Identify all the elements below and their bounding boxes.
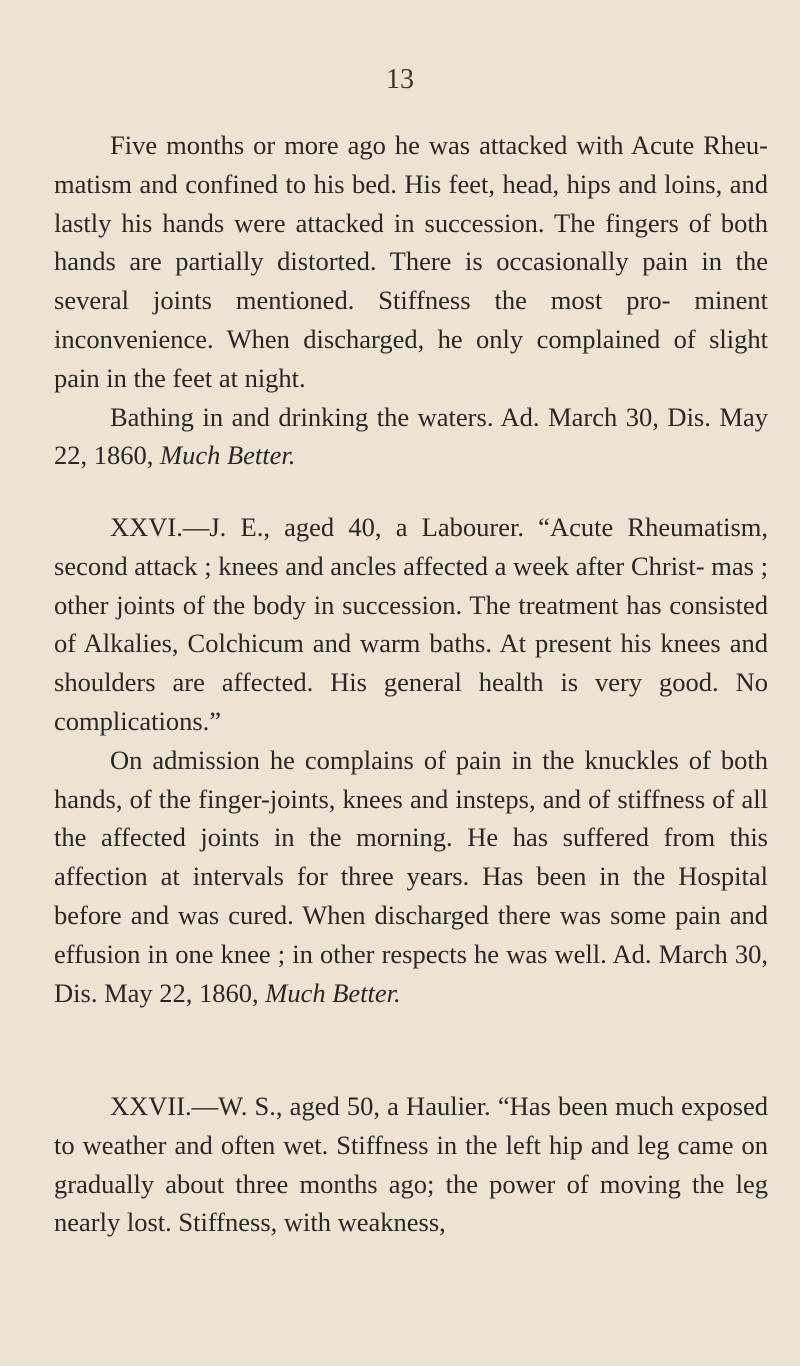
- page-number: 13: [386, 64, 414, 95]
- admission-text: On admission he complains of pain in the knuckles of both hands, of the finger-joints, knees and insteps, and of stiffness of all the affected joints in the morning. He has suffered from this affection at intervals for three years. Has been in the Hospital before and was cured. When discharged there was some pain and effusion in one knee ; in other respects he was well. Ad. March 30, Dis. May 22, 1860,: [54, 744, 768, 1008]
- paragraph-case-25-treatment: [54, 398, 768, 476]
- result-much-better: Much Better.: [160, 440, 296, 471]
- paragraph-case-25-history: Five months or more ago he was attacked with Acute Rheu- matism and confined to his bed. His feet, head, hips and loins, and lastly his hands were attacked in succession. The fingers of both hands are partially distorted. There is occasionally pain in the several joints mentioned. Stiffness the most pro- minent inconvenience. When discharged, he only complained of slight pain in the feet at night.: [54, 130, 768, 393]
- paragraph-case-27-history: XXVII.—W. S., aged 50, a Haulier. “Has been much exposed to weather and often wet. Stiffness in the left hip and leg came on gradually about three months ago; the power of moving the leg nearly lost. Stiffness, with weakness,: [54, 1091, 768, 1238]
- paragraph-case-26-history: XXVI.—J. E., aged 40, a Labourer. “Acute Rheumatism, second attack ; knees and ancles affected a week after Christ- mas ; other joints of the body in succession. The treatment has consisted of Alkalies, Colchicum and warm baths. At present his knees and shoulders are affected. His general health is very good. No complications.”: [54, 512, 768, 736]
- paragraph-case-26-admission: [54, 741, 768, 1013]
- treatment-text: Bathing in and drinking the waters. Ad. March 30, Dis. May 22, 1860,: [54, 401, 768, 471]
- text-block-case-26: [54, 508, 768, 1012]
- text-block-case-25: [54, 126, 768, 475]
- text-block-case-27: [54, 1087, 768, 1242]
- result-much-better: Much Better.: [265, 977, 401, 1008]
